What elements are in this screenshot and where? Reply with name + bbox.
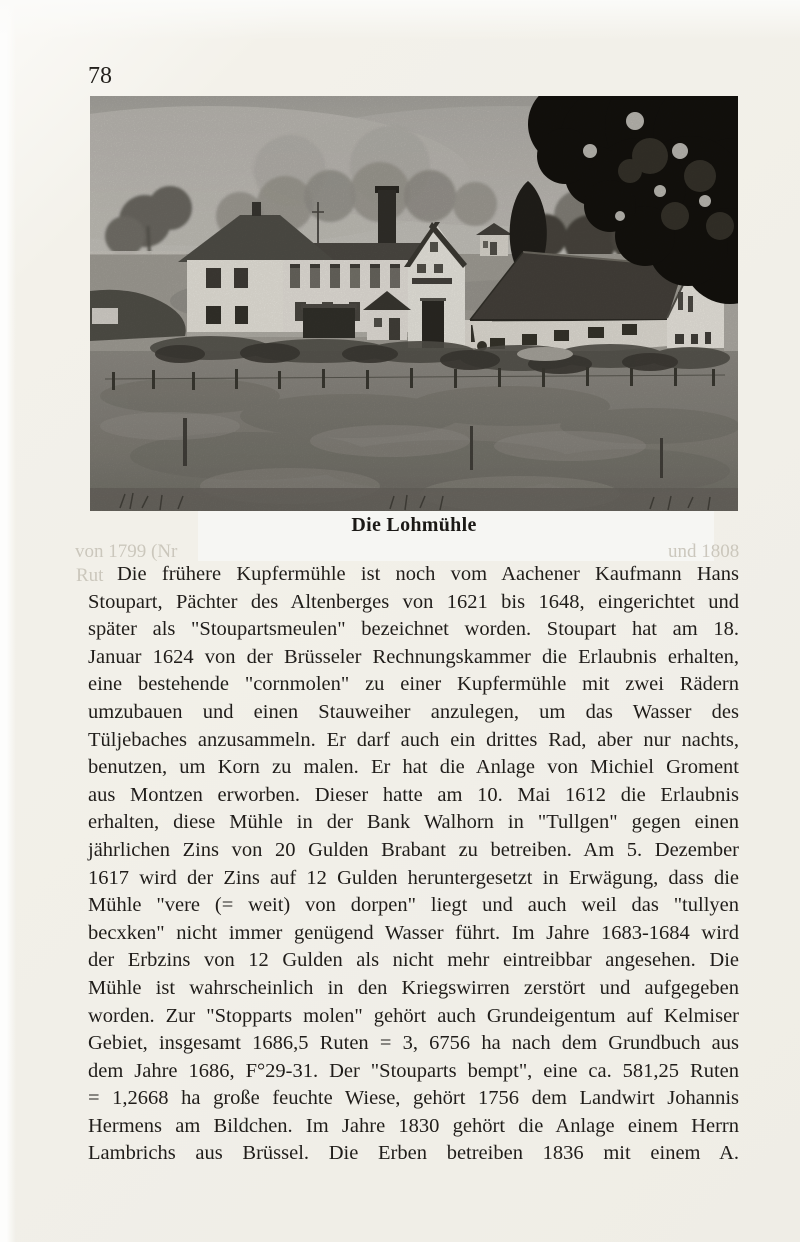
body-line: aus Montzen erworben. Dieser hatte am 10. Mai 1612 die Erlaubnis	[88, 783, 739, 806]
body-paragraph	[88, 561, 739, 1168]
body-line: eine bestehende "cornmolen" zu einer Kupfermühle mit zwei Rädern	[88, 673, 739, 696]
body-line: umzubauen und einen Stauweiher anzulegen, um das Wasser des	[88, 700, 739, 723]
lohmuehle-photo-svg	[90, 96, 738, 511]
page-number: 78	[88, 63, 112, 89]
figure-caption: Die Lohmühle	[351, 514, 477, 536]
body-line: der Erbzins von 12 Gulden als nicht mehr eintreibbar angesehen. Die	[88, 949, 739, 972]
photo-grain	[90, 96, 738, 511]
bleedthrough-text-left: von 1799 (Nr	[75, 541, 178, 562]
body-line: benutzen, um Korn zu malen. Er hat die Anlage von Michiel Groment	[88, 756, 739, 779]
lohmuehle-photo	[90, 96, 738, 511]
body-line: 1617 wird der Zins auf 12 Gulden heruntergesetzt in Erwägung, dass die	[88, 866, 739, 889]
body-line: jährlichen Zins von 20 Gulden Brabant zu betreiben. Am 5. Dezember	[88, 838, 739, 861]
body-line: Mühle "vere (= weit) von dorpen" liegt und auch weil das "tullyen	[88, 894, 739, 917]
body-line: dem Jahre 1686, F°29-31. Der "Stouparts bempt", eine ca. 581,25 Ruten	[88, 1059, 739, 1082]
bleedthrough-text-right: und 1808	[668, 541, 740, 562]
body-line: worden. Zur "Stopparts molen" gehört auch Grundeigentum auf Kelmiser	[88, 1004, 739, 1027]
body-line: Die frühere Kupfermühle ist noch vom Aachener Kaufmann Hans	[117, 563, 739, 585]
page-edge-top	[0, 0, 800, 40]
body-line: = 1,2668 ha große feuchte Wiese, gehört 1756 dem Landwirt Johannis	[88, 1087, 739, 1110]
body-line: Hermens am Bildchen. Im Jahre 1830 gehört die Anlage einem Herrn	[88, 1114, 739, 1137]
body-line: Stoupart, Pächter des Altenberges von 1621 bis 1648, eingerichtet und	[88, 590, 739, 613]
body-line: erhalten, diese Mühle in der Bank Walhorn in "Tullgen" gegen einen	[88, 811, 739, 834]
body-line: später als "Stoupartsmeulen" bezeichnet worden. Stoupart hat am 18.	[88, 618, 739, 641]
bleedthrough-text-left2: Rut	[76, 565, 104, 586]
body-line: Mühle ist wahrscheinlich in den Kriegswirren zerstört und aufgegeben	[88, 976, 739, 999]
body-line: becxken" nicht immer genügend Wasser führt. Im Jahre 1683-1684 wird	[88, 921, 739, 944]
body-line: Tüljebaches anzusammeln. Er darf auch ein drittes Rad, aber nur nachts,	[88, 728, 739, 751]
body-line: Lambrichs aus Brüssel. Die Erben betreiben 1836 mit einem A.	[88, 1142, 739, 1165]
page-edge-left	[0, 0, 16, 1242]
body-line: Januar 1624 von der Brüsseler Rechnungskammer die Erlaubnis erhalten,	[88, 645, 739, 668]
body-line: Gebiet, insgesamt 1686,5 Ruten = 3, 6756 ha nach dem Grundbuch aus	[88, 1032, 739, 1055]
